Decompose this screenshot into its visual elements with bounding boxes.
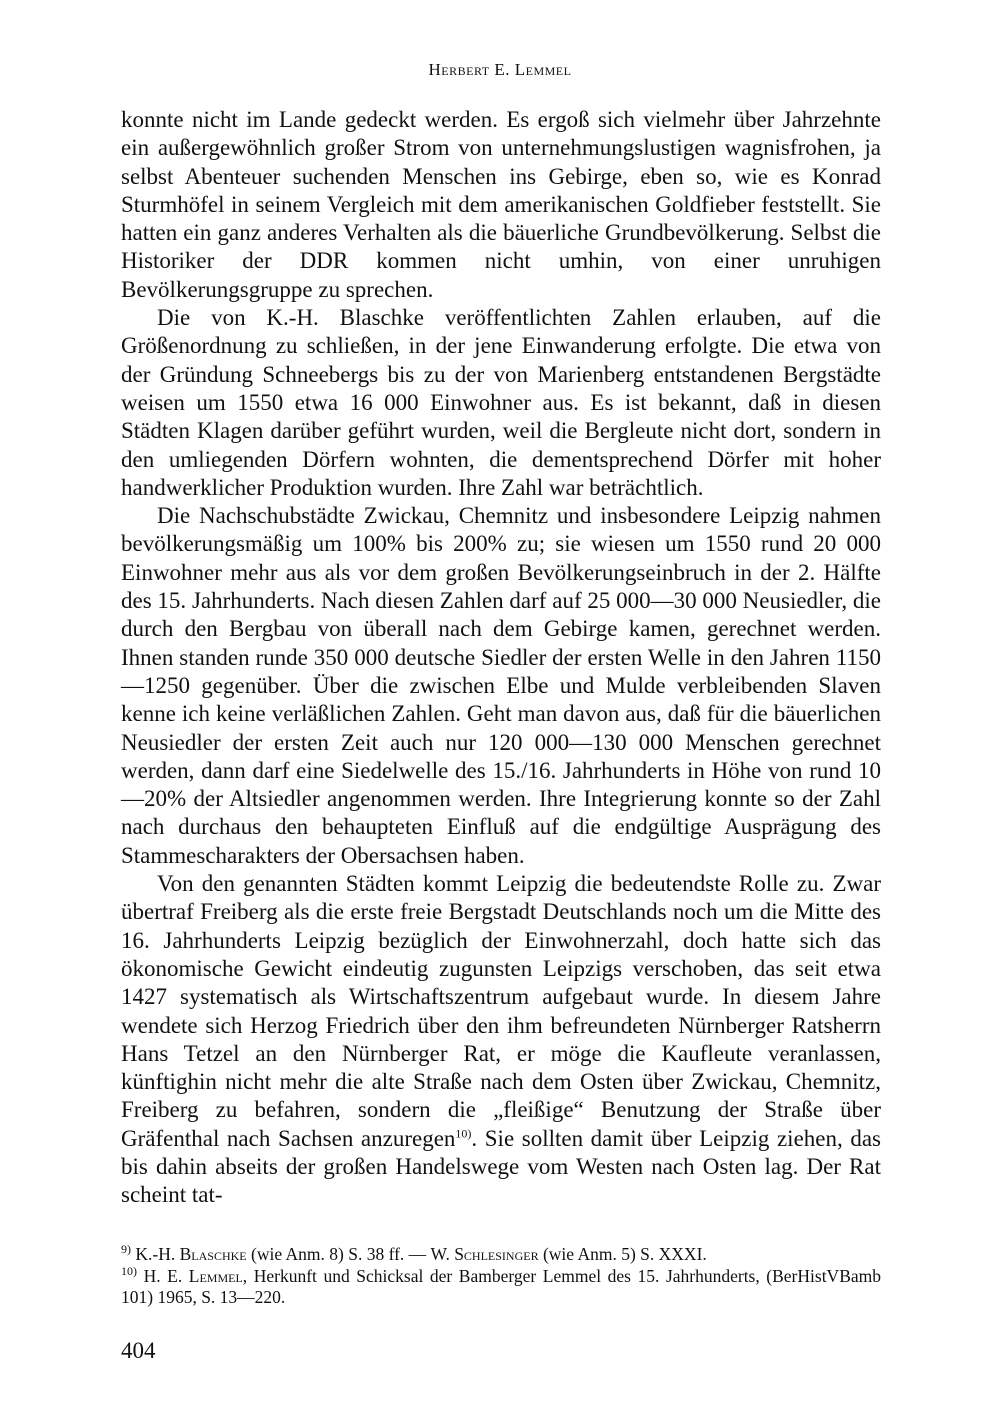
footnote-number: 9) [121, 1242, 131, 1257]
paragraph-4-continuation: . Sie sollten damit über Leipzig ziehen, das bis dahin abseits der großen Handelswege vom Westen nach Osten lag. Der Rat scheint tat- [121, 1125, 881, 1208]
page-number: 404 [121, 1338, 156, 1363]
running-header: Herbert E. Lemmel [428, 60, 572, 79]
paragraph-3: Die Nachschubstädte Zwickau, Chemnitz und insbesondere Leipzig nahmen bevölkerungsmäßig um 100% bis 200% zu; sie wiesen um 1550 rund 20 000 Einwohner mehr aus als vor dem großen Bevölkerungseinbruch in der 2. Hälfte des 15. Jahrhunderts. Nach diesen Zahlen darf auf 25 000—30 000 Neusiedler, die durch den Bergbau von überall nach dem Gebirge kamen, gerechnet werden. Ihnen standen runde 350 000 deutsche Siedler der ersten Welle in den Jahren 1150—1250 gegenüber. Über die zwischen Elbe und Mulde verbleibenden Slaven kenne ich keine verläßlichen Zahlen. Geht man davon aus, daß für die bäuerlichen Neusiedler der ersten Zeit auch nur 120 000—130 000 Menschen gerechnet werden, dann darf eine Siedelwelle des 15./16. Jahrhunderts in Höhe von rund 10—20% der Altsiedler angenommen werden. Ihre Integrierung konnte so der Zahl nach durchaus den behaupteten Einfluß auf die endgültige Ausprägung des Stammescharakters der Obersachsen haben. [121, 503, 881, 868]
footnote-text: , Herkunft und Schicksal der Bamberger Lemmel des 15. Jahrhunderts, (BerHistVBamb 101) 1965, S. 13—220. [121, 1265, 882, 1307]
footnote-author: K.-H. Blaschke [135, 1244, 247, 1264]
paragraph-1: konnte nicht im Lande gedeckt werden. Es ergoß sich vielmehr über Jahrzehnte ein außergewöhnlich großer Strom von unternehmungslustigen wagnisfrohen, ja selbst Abenteuer suchenden Menschen ins Gebirge, eben so, wie es Konrad Sturmhöfel in seinem Vergleich mit dem amerikanischen Goldfieber feststellt. Sie hatten ein ganz anderes Verhalten als die bäuerliche Grundbevölkerung. Selbst die Historiker der DDR kommen nicht umhin, von einer unruhigen Bevölkerungsgruppe zu sprechen. [121, 107, 881, 302]
footnote-text: (wie Anm. 8) S. 38 ff. — [246, 1244, 431, 1264]
footnote-text: (wie Anm. 5) S. XXXI. [538, 1244, 707, 1264]
footnotes [121, 1244, 881, 1309]
footnote-10 [121, 1263, 882, 1309]
footnote-author: H. E. Lemmel [143, 1265, 243, 1286]
paragraph-4 [121, 870, 881, 1210]
body-text [121, 106, 881, 1210]
footnote-number: 10) [121, 1263, 137, 1278]
footnote-9 [121, 1244, 881, 1266]
footnote-author: W. Schlesinger [430, 1244, 539, 1264]
paragraph-2: Die von K.-H. Blaschke veröffentlichten Zahlen erlauben, auf die Größenordnung zu schließen, in der jene Einwanderung erfolgte. Die etwa von der Gründung Schneebergs bis zu der von Marienberg entstandenen Bergstädte weisen um 1550 etwa 16 000 Einwohner aus. Es ist bekannt, daß in diesen Städten Klagen darüber geführt wurden, weil die Bergleute nicht dort, sondern in den umliegenden Dörfern wohnten, die dementsprechend Dörfer mit hoher handwerklicher Produktion wurden. Ihre Zahl war beträchtlich. [121, 305, 881, 500]
paragraph-4-text: Von den genannten Städten kommt Leipzig die bedeutendste Rolle zu. Zwar übertraf Freiberg als die erste freie Bergstadt Deutschlands noch um die Mitte des 16. Jahrhunderts Leipzig bezüglich der Einwohnerzahl, doch hatte sich das ökonomische Gewicht eindeutig zugunsten Leipzigs verschoben, das seit etwa 1427 systematisch als Wirtschaftszentrum aufgebaut wurde. In diesem Jahre wendete sich Herzog Friedrich über den ihm befreundeten Nürnberger Ratsherrn Hans Tetzel an den Nürnberger Rat, er möge die Kaufleute veranlassen, künftighin nicht mehr die alte Straße nach dem Osten über Zwickau, Chemnitz, Freiberg zu befahren, sondern die „fleißige“ Benutzung der Straße über Gräfenthal nach Sachsen anzuregen [121, 871, 881, 1151]
footnote-ref-10[interactable]: 10) [455, 1126, 472, 1141]
